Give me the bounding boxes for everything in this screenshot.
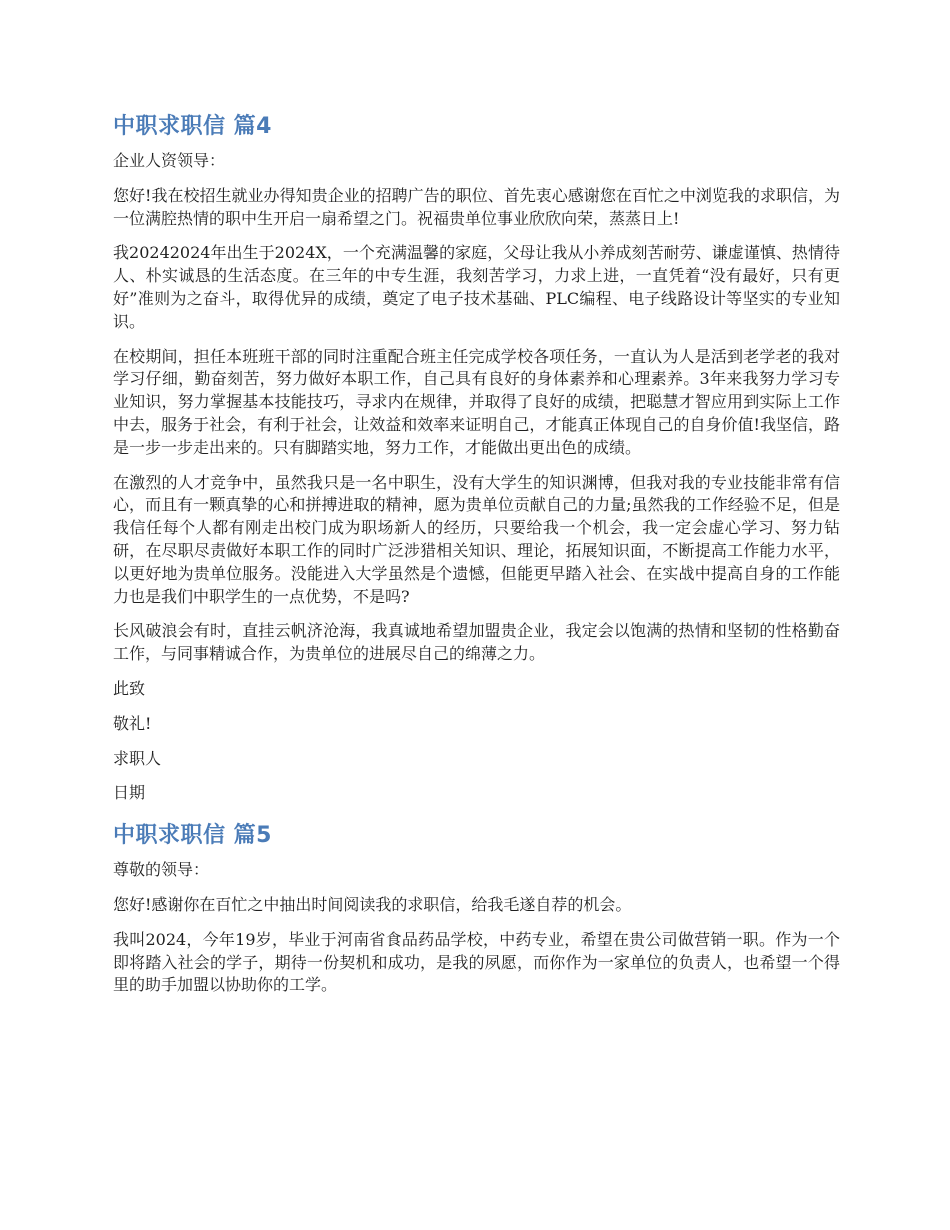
section-heading: 中职求职信 篇4	[113, 114, 272, 139]
salutation: 企业人资领导：	[113, 151, 226, 170]
salutation: 尊敬的领导：	[113, 860, 210, 880]
closing-line: 此致	[113, 678, 146, 698]
date-line: 日期	[113, 783, 146, 803]
body-paragraph: 长风破浪会有时，直挂云帆济沧海，我真诚地希望加盟贵企业，我定会以饱满的热情和坚韧的性格勤奋工作，与同事精诚合作，为贵单位的进展尽自己的绵薄之力。	[113, 621, 840, 664]
body-paragraph: 我20242024年出生于2024X，一个充满温馨的家庭，父母让我从小养成刻苦耐劳、谦虚谨慎、热情待人、朴实诚恳的生活态度。在三年的中专生涯，我刻苦学习，力求上进，一直凭着“没有最好，只有更好”准则为之奋斗，取得优异的成绩，奠定了电子技术基础、PLC编程、电子线路设计等坚实的专业知识。	[113, 243, 840, 331]
section-heading: 中职求职信 篇5	[113, 823, 272, 849]
body-paragraph: 我叫2024，今年19岁，毕业于河南省食品药品学校，中药专业，希望在贵公司做营销一职。作为一个即将踏入社会的学子，期待一份契机和成功，是我的夙愿，而你作为一家单位的负责人，也希望一个得里的助手加盟以协助你的工学。	[113, 929, 840, 995]
signature-line: 求职人	[113, 748, 162, 768]
closing-line: 敬礼!	[113, 713, 152, 733]
body-paragraph: 在校期间，担任本班班干部的同时注重配合班主任完成学校各项任务，一直认为人是活到老学老的我对学习仔细，勤奋刻苦，努力做好本职工作，自己具有良好的身体素养和心理素养。3年来我努力学习专业知识，努力掌握基本技能技巧，寻求内在规律，并取得了良好的成绩，把聪慧才智应用到实际上工作中去，服务于社会，有利于社会，让效益和效率来证明自己，才能真正体现自己的自身价值!我坚信，路是一步一步走出来的。只有脚踏实地，努力工作，才能做出更出色的成绩。	[113, 346, 840, 457]
letter-section-4	[113, 108, 840, 805]
body-paragraph: 您好!我在校招生就业办得知贵企业的招聘广告的职位、首先衷心感谢您在百忙之中浏览我的求职信，为一位满腔热情的职中生开启一扇希望之门。祝福贵单位事业欣欣向荣，蒸蒸日上!	[113, 185, 840, 228]
body-paragraph: 您好!感谢你在百忙之中抽出时间阅读我的求职信，给我毛遂自荐的机会。	[113, 894, 632, 914]
body-paragraph: 在激烈的人才竞争中，虽然我只是一名中职生，没有大学生的知识渊博，但我对我的专业技能非常有信心，而且有一颗真挚的心和拼搏进取的精神，愿为贵单位贡献自己的力量;虽然我的工作经验不足，但是我信任每个人都有刚走出校门成为职场新人的经历，只要给我一个机会，我一定会虚心学习、努力钻研，在尽职尽责做好本职工作的同时广泛涉猎相关知识、理论，拓展知识面，不断提高工作能力水平，以更好地为贵单位服务。没能进入大学虽然是个遗憾，但能更早踏入社会、在实战中提高自身的工作能力也是我们中职学生的一点优势，不是吗?	[113, 472, 840, 606]
letter-section-5	[113, 817, 840, 997]
document-page	[113, 108, 840, 1009]
